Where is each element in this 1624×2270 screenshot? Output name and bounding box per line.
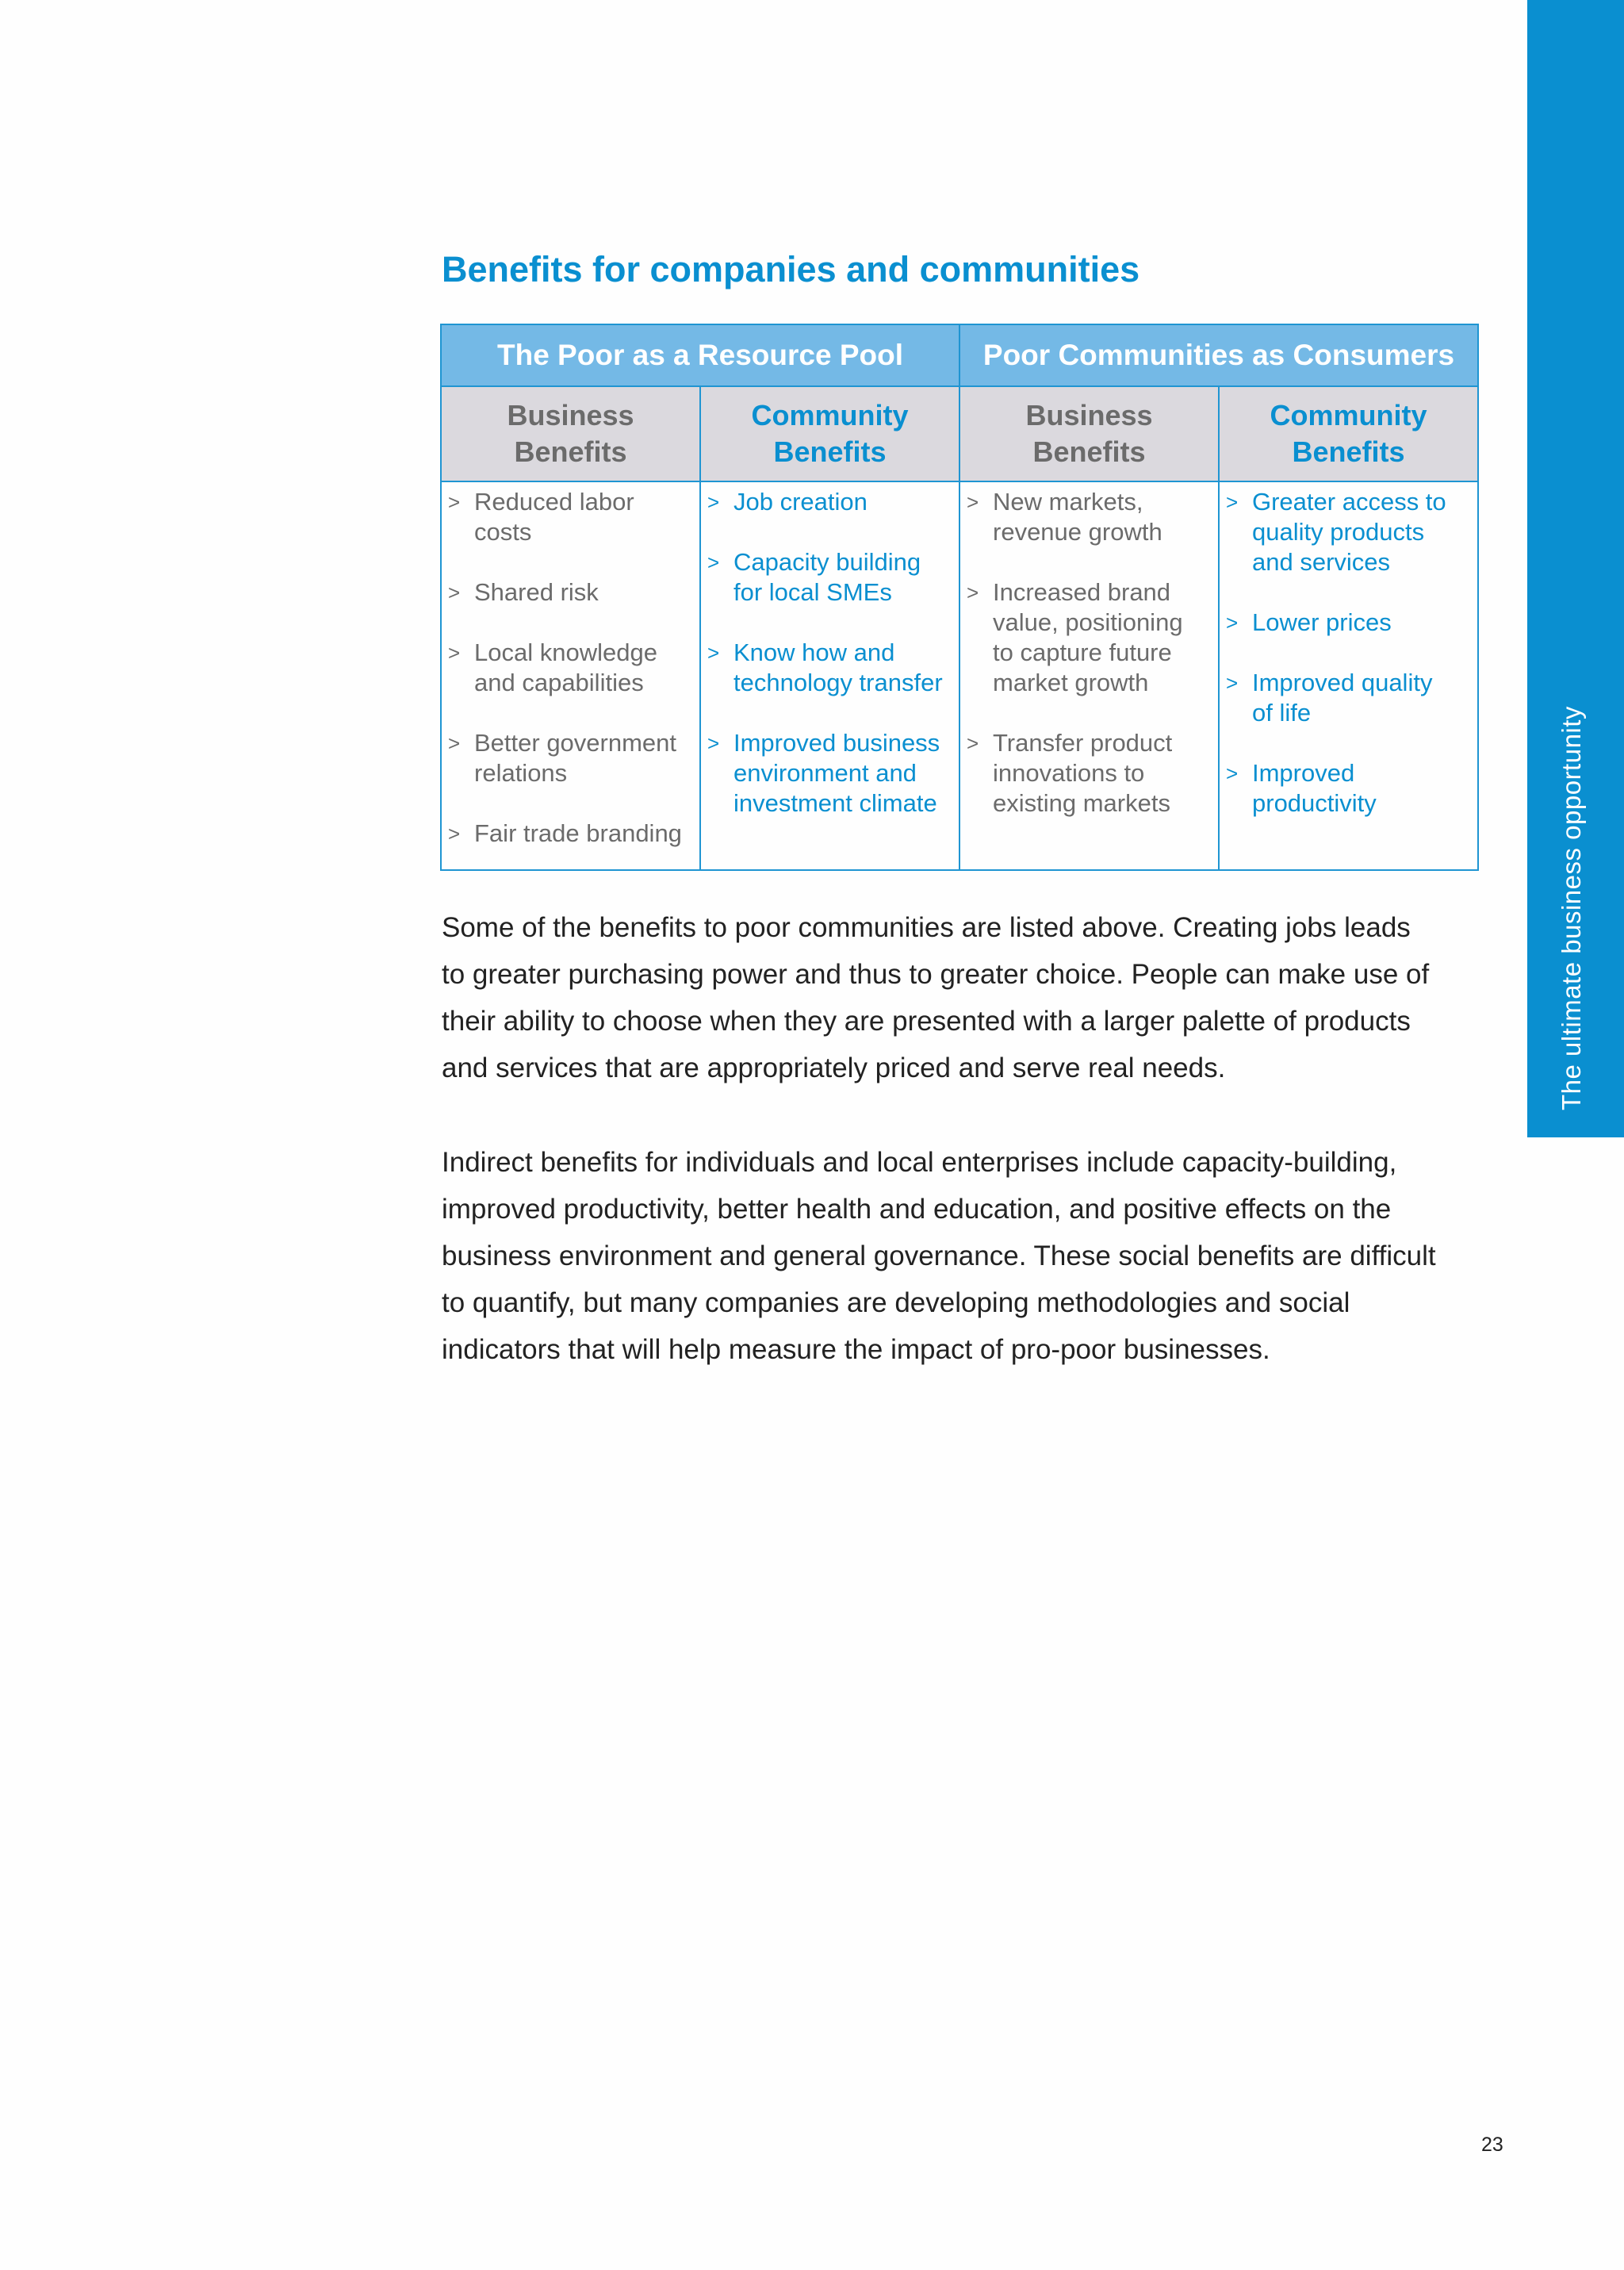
benefit-item [967,577,1215,698]
items-cell-resource-business [441,481,700,870]
subheader-line: Business [1025,399,1153,431]
paragraph-line: improved productivity, better health and education, and positive effects on the [442,1194,1392,1225]
benefit-list [707,487,956,819]
paragraph-line: their ability to choose when they are presented with a larger palette of products [442,1006,1411,1037]
sub-header-row [441,386,1478,481]
paragraph-line: Indirect benefits for individuals and local enterprises include capacity-building, [442,1147,1397,1178]
paragraph-line: to greater purchasing power and thus to greater choice. People can make use of [442,959,1430,990]
benefit-item [707,728,956,819]
benefit-item-line: Increased brand [993,578,1171,606]
benefit-item-line: and services [1252,548,1391,576]
benefit-item [1226,668,1474,728]
subheader-consumers-community [1219,386,1478,481]
paragraph-2 [442,1139,1473,1373]
benefit-item [967,728,1215,819]
benefit-item-line: Shared risk [474,578,599,606]
benefit-item [1226,758,1474,819]
bullet-arrow-icon: > [1226,490,1239,514]
side-tab-label: The ultimate business opportunity [1557,706,1586,1110]
benefit-item-line: innovations to [993,759,1145,787]
benefit-item [448,487,696,547]
benefit-item-line: and capabilities [474,669,644,696]
bullet-arrow-icon: > [967,731,979,755]
items-cell-consumers-business [959,481,1219,870]
items-row [441,481,1478,870]
paragraph-line: indicators that will help measure the impact of pro-poor businesses. [442,1334,1270,1365]
benefit-item-line: market growth [993,669,1149,696]
benefit-item-line: relations [474,759,568,787]
group-header-row [441,324,1478,386]
benefit-item-line: Better government [474,729,677,757]
bullet-arrow-icon: > [448,822,461,845]
benefit-item-line: Improved business [733,729,940,757]
subheader-line: Business [507,399,634,431]
benefits-table [440,324,1479,871]
benefit-item-line: existing markets [993,789,1170,817]
benefit-item-line: Improved quality [1252,669,1433,696]
items-cell-consumers-community [1219,481,1478,870]
benefit-item-line: Capacity building [733,548,921,576]
benefit-item-line: Fair trade branding [474,819,682,847]
benefit-item-line: for local SMEs [733,578,892,606]
benefit-item-line: New markets, [993,488,1143,516]
benefit-item-line: costs [474,518,532,546]
bullet-arrow-icon: > [1226,671,1239,695]
paragraph-line: Some of the benefits to poor communities are listed above. Creating jobs leads [442,912,1411,943]
subheader-consumers-business [959,386,1219,481]
group-header-resource-pool: The Poor as a Resource Pool [441,324,959,386]
subheader-line: Benefits [1292,435,1405,468]
benefit-item-line: Improved [1252,759,1355,787]
bullet-arrow-icon: > [707,731,720,755]
bullet-arrow-icon: > [707,550,720,574]
bullet-arrow-icon: > [1226,611,1239,635]
benefit-item-line: of life [1252,699,1312,727]
section-title: Benefits for companies and communities [442,249,1140,290]
benefit-item [707,547,956,608]
benefit-item-line: Job creation [733,488,868,516]
bullet-arrow-icon: > [448,731,461,755]
benefit-item-line: technology transfer [733,669,943,696]
benefit-item-line: investment climate [733,789,937,817]
bullet-arrow-icon: > [707,490,720,514]
subheader-line: Community [1270,399,1427,431]
benefit-item [448,638,696,698]
benefit-item-line: quality products [1252,518,1425,546]
benefit-item-line: Local knowledge [474,638,657,666]
subheader-line: Benefits [773,435,887,468]
benefit-item-line: value, positioning [993,608,1183,636]
subheader-line: Benefits [514,435,627,468]
bullet-arrow-icon: > [1226,761,1239,785]
benefit-item-line: Reduced labor [474,488,634,516]
benefit-list [448,487,696,849]
benefit-item [967,487,1215,547]
benefit-item [448,819,696,849]
subheader-resource-community [700,386,959,481]
benefit-item [448,577,696,608]
items-cell-resource-community [700,481,959,870]
benefit-list [1226,487,1474,819]
page-number: 23 [1481,2134,1503,2156]
bullet-arrow-icon: > [448,581,461,604]
benefit-item [448,728,696,788]
bullet-arrow-icon: > [448,641,461,665]
bullet-arrow-icon: > [967,490,979,514]
benefit-item-line: Know how and [733,638,895,666]
paragraph-line: business environment and general governance. These social benefits are difficult [442,1240,1436,1271]
benefit-item-line: environment and [733,759,917,787]
benefit-item [1226,608,1474,638]
paragraph-line: to quantify, but many companies are developing methodologies and social [442,1287,1350,1318]
benefit-item [707,638,956,698]
benefit-item-line: Transfer product [993,729,1173,757]
paragraph-line: and services that are appropriately priced and serve real needs. [442,1053,1226,1083]
bullet-arrow-icon: > [448,490,461,514]
subheader-line: Community [751,399,909,431]
benefit-item [1226,487,1474,577]
benefit-item-line: Greater access to [1252,488,1446,516]
bullet-arrow-icon: > [967,581,979,604]
benefit-item-line: productivity [1252,789,1377,817]
benefit-item-line: revenue growth [993,518,1162,546]
subheader-resource-business [441,386,700,481]
paragraph-1 [442,904,1473,1091]
group-header-consumers: Poor Communities as Consumers [959,324,1478,386]
benefit-item-line: Lower prices [1252,608,1392,636]
bullet-arrow-icon: > [707,641,720,665]
benefit-list [967,487,1215,819]
benefit-item-line: to capture future [993,638,1172,666]
subheader-line: Benefits [1032,435,1146,468]
benefit-item [707,487,956,517]
